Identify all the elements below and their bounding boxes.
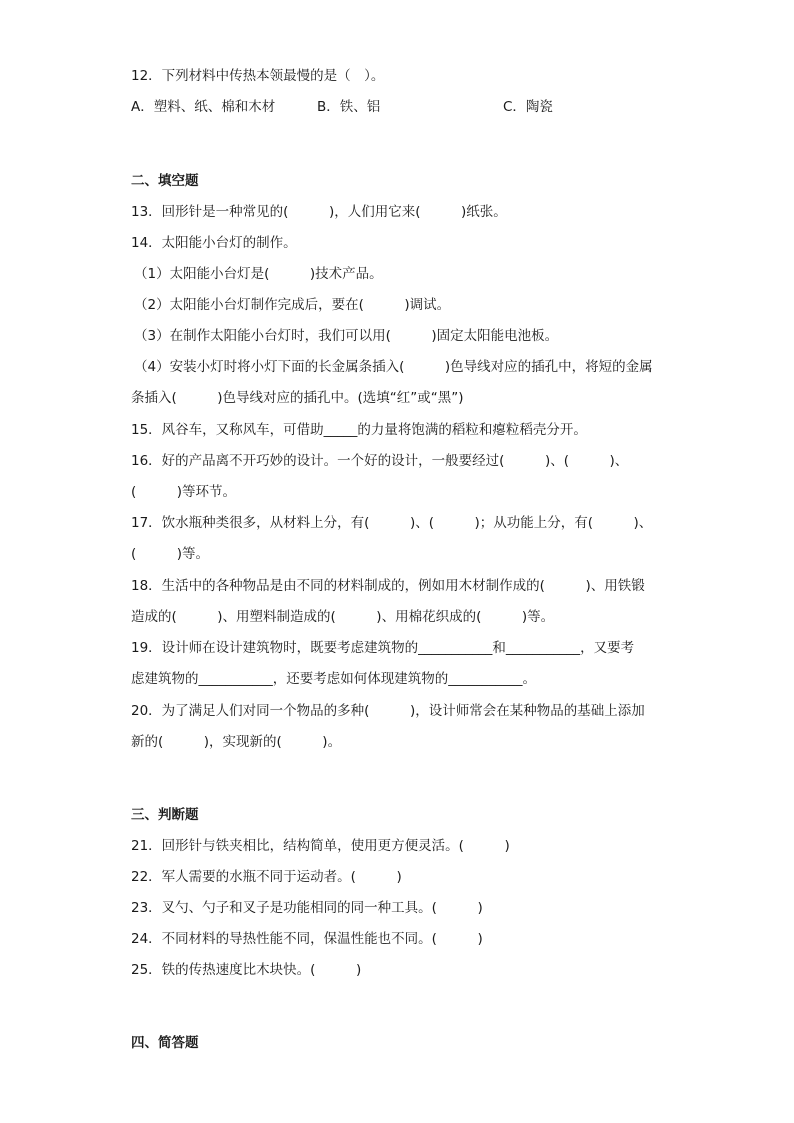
question-21: 21．回形针与铁夹相比，结构简单，使用更方便灵活。( ) (131, 838, 510, 854)
question-14-part-1: （1）太阳能小台灯是( )技术产品。 (134, 266, 383, 282)
question-22: 22．军人需要的水瓶不同于运动者。( ) (131, 869, 402, 885)
section-heading-short-answer: 四、简答题 (131, 1035, 199, 1051)
question-14-part-4-line-1: （4）安装小灯时将小灯下面的长金属条插入( )色导线对应的插孔中，将短的金属 (134, 359, 653, 375)
question-13: 13．回形针是一种常见的( )，人们用它来( )纸张。 (131, 204, 507, 220)
question-15: 15．风谷车，又称风车，可借助_____的力量将饱满的稻粒和瘪粒稻壳分开。 (131, 422, 587, 438)
question-14-part-4-line-2: 条插入( )色导线对应的插孔中。(选填“红”或“黑”) (131, 390, 464, 406)
question-20-line-2: 新的( )，实现新的( )。 (131, 734, 342, 750)
question-12-option-a: A．塑料、纸、棉和木材 (131, 99, 276, 115)
question-12-option-c: C．陶瓷 (503, 99, 553, 115)
question-23: 23．叉勺、勺子和叉子是功能相同的同一种工具。( ) (131, 900, 483, 916)
question-12-option-b: B．铁、铝 (317, 99, 381, 115)
question-16-line-2: ( )等环节。 (131, 484, 237, 500)
question-25: 25．铁的传热速度比木块快。( ) (131, 962, 362, 978)
section-heading-true-false: 三、判断题 (131, 807, 199, 823)
question-14-part-2: （2）太阳能小台灯制作完成后，要在( )调试。 (134, 297, 451, 313)
question-17-line-2: ( )等。 (131, 546, 210, 562)
question-19-line-1: 19．设计师在设计建筑物时，既要考虑建筑物的___________和___________，又要考 (131, 640, 635, 656)
question-12-stem: 12．下列材料中传热本领最慢的是（ ）。 (131, 68, 385, 84)
question-17-line-1: 17．饮水瓶种类很多，从材料上分，有( )、( )；从功能上分，有( )、 (131, 515, 653, 531)
question-16-line-1: 16．好的产品离不开巧妙的设计。一个好的设计，一般要经过( )、( )、 (131, 453, 629, 469)
question-19-line-2: 虑建筑物的___________，还要考虑如何体现建筑物的___________。 (131, 671, 536, 687)
question-20-line-1: 20．为了满足人们对同一个物品的多种( )，设计师常会在某种物品的基础上添加 (131, 703, 645, 719)
question-14: 14．太阳能小台灯的制作。 (131, 235, 297, 251)
question-18-line-2: 造成的( )、用塑料制造成的( )、用棉花织成的( )等。 (131, 609, 555, 625)
section-heading-fill-in: 二、填空题 (131, 173, 199, 189)
question-18-line-1: 18．生活中的各种物品是由不同的材料制成的，例如用木材制作成的( )、用铁锻 (131, 578, 645, 594)
question-24: 24．不同材料的导热性能不同，保温性能也不同。( ) (131, 931, 483, 947)
question-14-part-3: （3）在制作太阳能小台灯时，我们可以用( )固定太阳能电池板。 (134, 328, 559, 344)
